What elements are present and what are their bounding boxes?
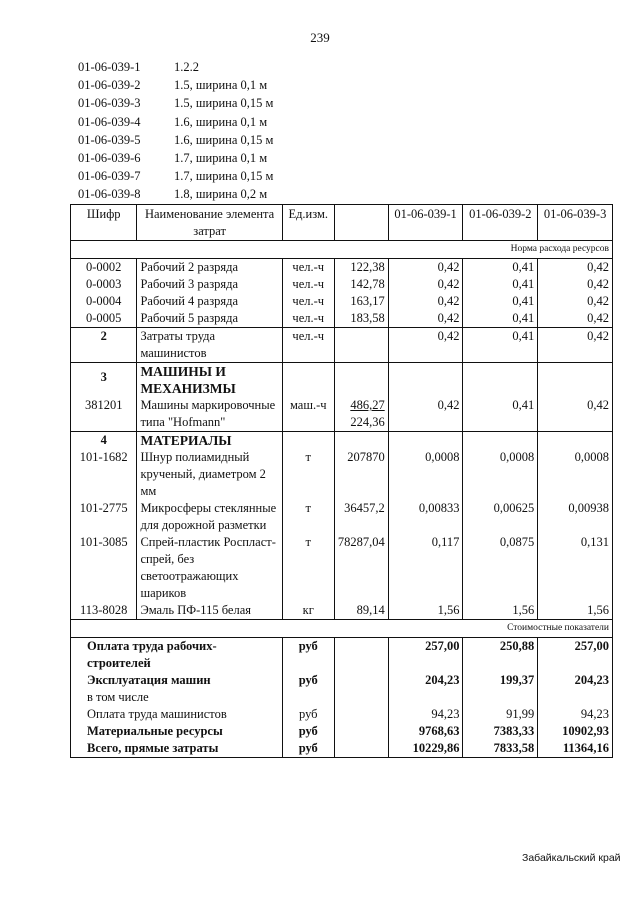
cell-v3: 0,42 — [538, 293, 613, 310]
table-row — [71, 449, 613, 500]
cell-unit: чел.-ч — [282, 310, 334, 328]
code-line — [78, 76, 273, 94]
cost-v2: 7833,58 — [463, 740, 538, 758]
code-line — [78, 131, 273, 149]
header-unit: Ед.изм. — [282, 205, 334, 241]
cell-empty — [538, 432, 613, 450]
cell-name: Рабочий 2 разряда — [137, 259, 282, 277]
cost-v1: 9768,63 — [388, 723, 463, 740]
cell-code: 381201 — [71, 397, 137, 432]
code: 01-06-039-8 — [78, 187, 141, 202]
cell-v3: 0,42 — [538, 259, 613, 277]
cell-empty — [334, 672, 388, 689]
code-list — [78, 58, 273, 204]
cost-name: Оплата труда машинистов — [71, 706, 283, 723]
cell-price: 142,78 — [334, 276, 388, 293]
table-row — [71, 500, 613, 534]
code-line — [78, 113, 273, 131]
header-col-3: 01-06-039-3 — [538, 205, 613, 241]
cell-empty — [334, 689, 388, 706]
cell-unit: чел.-ч — [282, 276, 334, 293]
code-line — [78, 94, 273, 112]
cell-code: 2 — [71, 328, 137, 363]
section-cost-row — [71, 620, 613, 638]
section-materials-row — [71, 432, 613, 450]
cell-v2: 0,0875 — [463, 534, 538, 602]
cell-v3: 0,42 — [538, 310, 613, 328]
header-code: Шифр — [71, 205, 137, 241]
cell-price: 122,38 — [334, 259, 388, 277]
cell-empty — [388, 689, 463, 706]
cell-empty — [463, 363, 538, 398]
cost-v3: 204,23 — [538, 672, 613, 689]
cell-v2: 0,0008 — [463, 449, 538, 500]
section-materials-title: МАТЕРИАЛЫ — [137, 432, 282, 450]
cell-v2: 1,56 — [463, 602, 538, 620]
cell-code: 0-0004 — [71, 293, 137, 310]
code-desc: 1.5, ширина 0,1 м — [174, 78, 268, 93]
cell-v3: 0,131 — [538, 534, 613, 602]
cell-v1: 0,117 — [388, 534, 463, 602]
code: 01-06-039-2 — [78, 78, 141, 93]
cell-v3: 0,42 — [538, 328, 613, 363]
cell-empty — [334, 723, 388, 740]
cell-v1: 0,42 — [388, 293, 463, 310]
cell-name: Рабочий 3 разряда — [137, 276, 282, 293]
cell-v2: 0,41 — [463, 293, 538, 310]
cell-name: Рабочий 4 разряда — [137, 293, 282, 310]
code-line — [78, 58, 273, 76]
cell-v1: 0,42 — [388, 276, 463, 293]
section-norm: Норма расхода ресурсов — [71, 241, 613, 259]
cell-name: Шнур полиамидный крученый, диаметром 2 мм — [137, 449, 282, 500]
cell-empty — [334, 638, 388, 673]
cost-row — [71, 672, 613, 689]
cell-name: Спрей-пластик Роспласт-спрей, без светоотражающих шариков — [137, 534, 282, 602]
cell-name: Рабочий 5 разряда — [137, 310, 282, 328]
table-header-row — [71, 205, 613, 241]
code-desc: 1.7, ширина 0,1 м — [174, 151, 268, 166]
code-desc: 1.5, ширина 0,15 м — [174, 96, 274, 111]
cost-v3: 257,00 — [538, 638, 613, 673]
cell-name: Затраты труда машинистов — [137, 328, 282, 363]
cell-empty — [538, 363, 613, 398]
table-row — [71, 534, 613, 602]
table-row — [71, 602, 613, 620]
table-row — [71, 310, 613, 328]
cost-v2: 250,88 — [463, 638, 538, 673]
cell-unit: т — [282, 500, 334, 534]
code: 01-06-039-7 — [78, 169, 141, 184]
cell-v2: 0,41 — [463, 397, 538, 432]
cost-unit: руб — [282, 638, 334, 673]
cell-price: 163,17 — [334, 293, 388, 310]
header-col-2: 01-06-039-2 — [463, 205, 538, 241]
cell-price: 78287,04 — [334, 534, 388, 602]
cell-empty — [282, 689, 334, 706]
cell-v3: 0,0008 — [538, 449, 613, 500]
code-desc: 1.8, ширина 0,2 м — [174, 187, 268, 202]
cell-name: Эмаль ПФ-115 белая — [137, 602, 282, 620]
cost-row-including — [71, 689, 613, 706]
cost-unit: руб — [282, 672, 334, 689]
cost-v3: 94,23 — [538, 706, 613, 723]
cell-empty — [388, 432, 463, 450]
cell-v3: 1,56 — [538, 602, 613, 620]
cell-v2: 0,41 — [463, 259, 538, 277]
cost-v1: 10229,86 — [388, 740, 463, 758]
header-name: Наименование элемента затрат — [137, 205, 282, 241]
code: 01-06-039-6 — [78, 151, 141, 166]
cell-price: 183,58 — [334, 310, 388, 328]
cost-row — [71, 638, 613, 673]
table-row — [71, 276, 613, 293]
cost-v1: 257,00 — [388, 638, 463, 673]
header-price — [334, 205, 388, 241]
code: 01-06-039-1 — [78, 60, 141, 74]
code-line — [78, 149, 273, 167]
table-row-operators — [71, 328, 613, 363]
cost-v1: 94,23 — [388, 706, 463, 723]
cell-code: 113-8028 — [71, 602, 137, 620]
section-cost: Стоимостные показатели — [71, 620, 613, 638]
cell-v1: 1,56 — [388, 602, 463, 620]
cost-row — [71, 723, 613, 740]
cell-v2: 0,00625 — [463, 500, 538, 534]
cost-name: Материальные ресурсы — [71, 723, 283, 740]
section-norm-row — [71, 241, 613, 259]
code-line — [78, 185, 273, 203]
cell-code: 0-0002 — [71, 259, 137, 277]
cell-empty — [282, 363, 334, 398]
code: 01-06-039-4 — [78, 114, 141, 129]
cell-code: 4 — [71, 432, 137, 450]
cost-row-total — [71, 740, 613, 758]
cell-price: 89,14 — [334, 602, 388, 620]
resource-table — [70, 204, 613, 758]
cell-code: 101-2775 — [71, 500, 137, 534]
price-bottom: 224,36 — [350, 415, 385, 429]
cell-code: 101-1682 — [71, 449, 137, 500]
code-desc: 1.7, ширина 0,15 м — [174, 169, 274, 184]
cell-empty — [538, 689, 613, 706]
cell-price — [334, 397, 388, 432]
footer-region: Забайкальский край — [522, 852, 621, 864]
cell-price — [334, 328, 388, 363]
cell-name: Машины маркировочные типа "Hofmann" — [137, 397, 282, 432]
code-desc: 1.6, ширина 0,1 м — [174, 114, 268, 129]
cell-unit: чел.-ч — [282, 259, 334, 277]
cell-name: Микросферы стеклянные для дорожной разметки — [137, 500, 282, 534]
cost-name: Всего, прямые затраты — [71, 740, 283, 758]
page-number: 239 — [310, 30, 330, 45]
cell-v2: 0,41 — [463, 276, 538, 293]
cost-unit: руб — [282, 706, 334, 723]
cell-empty — [463, 432, 538, 450]
cell-empty — [334, 740, 388, 758]
cell-unit: т — [282, 534, 334, 602]
table-row — [71, 293, 613, 310]
cell-code: 101-3085 — [71, 534, 137, 602]
cell-v1: 0,0008 — [388, 449, 463, 500]
price-top: 486,27 — [350, 398, 385, 412]
cell-empty — [334, 432, 388, 450]
cost-v2: 199,37 — [463, 672, 538, 689]
cell-unit: чел.-ч — [282, 328, 334, 363]
code: 01-06-039-5 — [78, 132, 141, 147]
cell-code: 0-0003 — [71, 276, 137, 293]
cost-unit: руб — [282, 740, 334, 758]
cell-empty — [334, 706, 388, 723]
code-desc: 1.6, ширина 0,15 м — [174, 132, 274, 147]
cell-v2: 0,41 — [463, 328, 538, 363]
including-label: в том числе — [71, 689, 283, 706]
table-row-machine — [71, 397, 613, 432]
cell-empty — [334, 363, 388, 398]
cell-v1: 0,42 — [388, 328, 463, 363]
cost-v3: 10902,93 — [538, 723, 613, 740]
section-machines-row — [71, 363, 613, 398]
cost-row — [71, 706, 613, 723]
code: 01-06-039-3 — [78, 96, 141, 111]
cell-v3: 0,00938 — [538, 500, 613, 534]
header-col-1: 01-06-039-1 — [388, 205, 463, 241]
cell-empty — [463, 689, 538, 706]
cell-v1: 0,42 — [388, 397, 463, 432]
cost-name: Оплата труда рабочих-строителей — [71, 638, 283, 673]
table-row — [71, 259, 613, 277]
code-desc: 1.2.2 — [174, 60, 199, 74]
cost-unit: руб — [282, 723, 334, 740]
cell-empty — [388, 363, 463, 398]
cell-price: 36457,2 — [334, 500, 388, 534]
cell-code: 0-0005 — [71, 310, 137, 328]
cell-code: 3 — [71, 363, 137, 398]
cost-v1: 204,23 — [388, 672, 463, 689]
cost-name: Эксплуатация машин — [71, 672, 283, 689]
cell-v3: 0,42 — [538, 276, 613, 293]
cost-v2: 91,99 — [463, 706, 538, 723]
code-line — [78, 167, 273, 185]
cell-price: 207870 — [334, 449, 388, 500]
cost-v2: 7383,33 — [463, 723, 538, 740]
cell-unit: т — [282, 449, 334, 500]
section-machines-title: МАШИНЫ И МЕХАНИЗМЫ — [137, 363, 282, 398]
cell-v1: 0,42 — [388, 259, 463, 277]
cell-unit: чел.-ч — [282, 293, 334, 310]
cell-empty — [282, 432, 334, 450]
cost-v3: 11364,16 — [538, 740, 613, 758]
cell-v3: 0,42 — [538, 397, 613, 432]
cell-unit: кг — [282, 602, 334, 620]
cell-v1: 0,42 — [388, 310, 463, 328]
cell-v2: 0,41 — [463, 310, 538, 328]
cell-unit: маш.-ч — [282, 397, 334, 432]
cell-v1: 0,00833 — [388, 500, 463, 534]
